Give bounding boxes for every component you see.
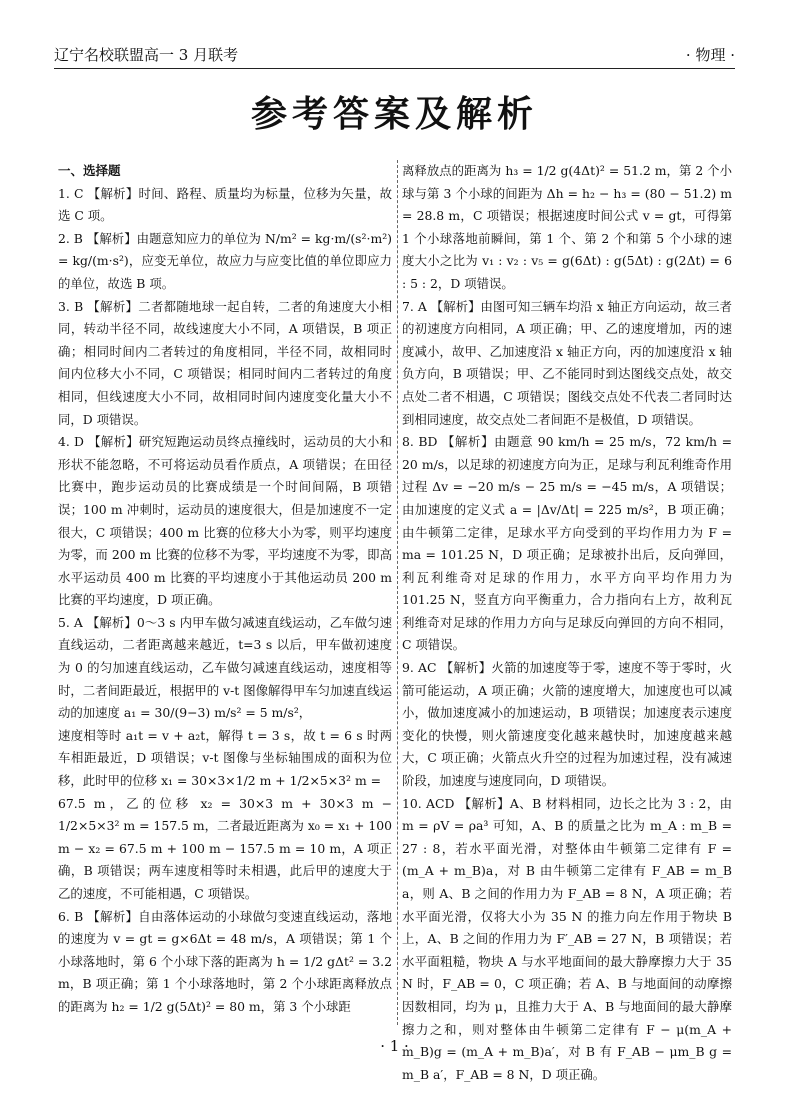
exam-name: 辽宁名校联盟高一 3 月联考 [54,46,239,64]
right-column [402,160,732,1086]
answer-item: 9. AC 【解析】火箭的加速度等于零，速度不等于零时，火箭可能运动，A 项正确；火箭的速度增大，加速度也可以减小，做加速度减小的加速运动，B 项错误；加速度表示速度变化的快慢，则火箭速度变化越来越快时，加速度越来越大，C 项正确；火箭点火升空的过程为加速过程，没有减速阶段，加速度与速度同向，D 项错误。 [402,660,732,789]
answer-item: 6. B 【解析】自由落体运动的小球做匀变速直线运动，落地的速度为 v = gt = g×6Δt = 48 m/s，A 项错误；第 1 个小球落地时，第 6 个小球下落的距离为 h = 1/2 gΔt² = 3.2 m，B 项正确；第 1 个小球落地时，第 2 个小球距离释放点的距离为 h₂ = 1/2 g(5Δt)² = 80 m，第 3 个小球距 [58,908,392,1014]
answer-item: 5. A 【解析】0～3 s 内甲车做匀减速直线运动，乙车做匀速直线运动，二者距离越来越近，t=3 s 以后，甲车做初速度为 0 的匀加速直线运动，乙车做匀减速直线运动，速度相等时，二者间距最近，根据甲的 v-t 图像解得甲车匀加速直线运动的加速度 a₁ = 30/(9−3) m/s² = 5 m/s²， [58,614,392,721]
answer-item: 8. BD 【解析】由题意 90 km/h = 25 m/s，72 km/h = 20 m/s，以足球的初速度方向为正，足球与利瓦利维奇作用过程 Δv = −20 m/s − 25 m/s = −45 m/s，A 项错误；由加速度的定义式 a = |Δv/Δt| = 225 m/s²，B 项正确；由牛顿第二定律，足球水平方向受到的平均作用力为 F = ma = 101.25 N，D 项正确；足球被扑出后，反向弹回，利瓦利维奇对足球的作用力，水平方向平均作用力为 101.25 N，竖直方向平衡重力，合力指向右上方，故利瓦利维奇对足球的作用力方向与足球反向弹回的方向不相同，C 项错误。 [402,434,732,653]
answer-item: 1. C 【解析】时间、路程、质量均为标量，位移为矢量，故选 C 项。 [58,185,392,224]
answer-item: 7. A 【解析】由图可知三辆车均沿 x 轴正方向运动，故三者的初速度方向相同，A 项正确；甲、乙的速度增加，丙的速度减小，故甲、乙加速度沿 x 轴正方向，丙的加速度沿 x 轴负方向，B 项错误；甲、乙不能同时到达图线交点处，故交点处二者不相遇，C 项错误；图线交点处不代表二者同时达到相同速度，故交点处二者间距不是极值，D 项错误。 [402,298,732,427]
answer-continuation: 速度相等时 a₁t = v + a₂t，解得 t = 3 s，故 t = 6 s 时两车相距最近，D 项错误；v-t 图像与坐标轴围成的面积为位移，此时甲的位移 x₁ = 30×3×1/2 m + 1/2×5×3² m = [58,727,392,789]
answer-item: 10. ACD 【解析】A、B 材料相同，边长之比为 3 : 2，由 m = ρV = ρa³ 可知，A、B 的质量之比为 m_A : m_B = 27 : 8，若水平面光滑，对整体由牛顿第二定律有 F = (m_A + m_B)a，对 B 由牛顿第二定律有 F_AB = m_B a，则 A、B 之间的作用力为 F_AB = 8 N，A 项正确；若水平面光滑，仅将大小为 35 N 的推力向左作用于物块 B 上，A、B 之间的作用力为 F′_AB = 27 N，B 项错误；若水平面粗糙，物块 A 与水平地面间的最大静摩擦力大于 35 N 时，F_AB = 0，C 项正确；若 A、B 与地面间的动摩擦因数相同，均为 μ，且推力大于 A、B 与地面间的最大静摩擦力之和，则对整体由牛顿第二定律有 F − μ(m_A + m_B)g = (m_A + m_B)a′，对 B 有 F_AB − μm_B g = m_B a′，F_AB = 8 N，D 项正确。 [402,795,732,1082]
answer-continuation: 67.5 m，乙的位移 x₂ = 30×3 m + 30×3 m − 1/2×5×3² m = 157.5 m，二者最近距离为 x₀ = x₁ + 100 m − x₂ = 67.5 m + 100 m − 157.5 m = 10 m，A 项正确，B 项错误；两车速度相等时未相遇，此后甲的速度大于乙的速度，不可能相遇，C 项错误。 [58,795,392,901]
page-number: · 1 · [380,1037,409,1055]
section-heading: 一、选择题 [58,163,121,178]
page-header [54,44,735,66]
column-divider [397,160,398,1025]
left-column [58,160,392,1019]
header-rule [54,68,735,69]
answer-item: 2. B 【解析】由题意知应力的单位为 N/m² = kg·m/(s²·m²) = kg/(m·s²)，应变无单位，故应力与应变比值的单位即应力的单位，故选 B 项。 [58,230,392,291]
answer-item: 4. D 【解析】研究短跑运动员终点撞线时，运动员的大小和形状不能忽略，不可将运动员看作质点，A 项错误；在田径比赛中，跑步运动员的比赛成绩是一个时间间隔，B 项错误；100 m 冲刺时，运动员的速度很大，但是加速度不一定很大，C 项错误；400 m 比赛的位移大小为零，则平均速度为零，而 200 m 比赛的位移不为零，平均速度不为零，即高水平运动员 400 m 比赛的平均速度小于其他运动员 200 m 比赛的平均速度，D 项正确。 [58,434,392,608]
subject-label: · 物理 · [685,46,735,64]
answer-item: 3. B 【解析】二者都随地球一起自转，二者的角速度大小相同，转动半径不同，故线速度大小不同，A 项错误，B 项正确；相同时间内二者转过的角度相同，半径不同，故相同时间内位移大小不同，C 项错误；相同时间内二者转过的角度相同，但线速度大小不同，故相同时间内速度变化量大小不同，D 项错误。 [58,298,392,427]
page-title: 参考答案及解析 [250,94,538,135]
answer-continuation: 离释放点的距离为 h₃ = 1/2 g(4Δt)² = 51.2 m，第 2 个小球与第 3 个小球的间距为 Δh = h₂ − h₃ = (80 − 51.2) m = 28.8 m，C 项错误；根据速度时间公式 v = gt，可得第 1 个小球落地前瞬间，第 1 个、第 2 个和第 5 个小球的速度大小之比为 v₁ : v₂ : v₅ = g(6Δt) : g(5Δt) : g(2Δt) = 6 : 5 : 2，D 项错误。 [402,163,732,291]
